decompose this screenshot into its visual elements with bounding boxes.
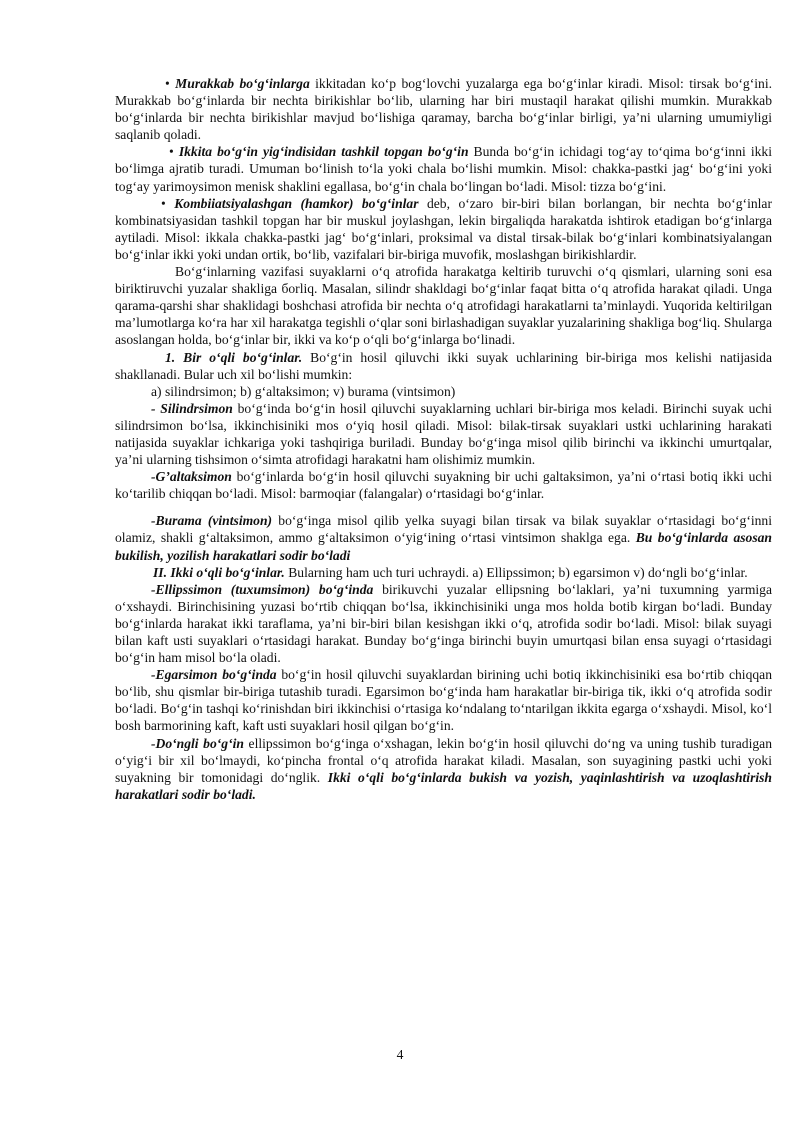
paragraph-egarsimon	[115, 666, 772, 734]
paragraph-text: bo‘g‘inlarda bo‘g‘in hosil qiluvchi suyakning bir uchi galtaksimon, ya’ni o‘rtasi botiq ikki uchi ko‘tarilib chiqqan bo‘ladi. Misol: barmoqiar (falangalar) o‘rtasidagi bo‘g‘inlar.	[115, 469, 772, 502]
paragraph-vazifasi	[115, 263, 772, 348]
term-ellipssimon: -Ellipssimon (tuxumsimon) bo‘g‘inda	[151, 581, 374, 597]
paragraph-text: bo‘g‘in hosil qiluvchi suyaklardan birining uchi botiq ikkinchisiniki esa bo‘rtib chiqqan bo‘lib, shu qismlar bir-biriga tutashib turadi. Egarsimon bo‘g‘inda ham harakatlar bir-biriga tik, ikki o‘q atrofida sodir bo‘ladi. Bo‘g‘in tashqi ko‘rinishdan biri ikkinchisi o‘rtasiga ko‘ndalang to‘ntarilgan ikkita egarga o‘xshaydi. Misol, ko‘l bosh barmorining kaft, kaft usti suyaklari hosil qilgan bo‘g‘in.	[115, 667, 772, 734]
paragraph-text: bo‘g‘inga misol qilib yelka suyagi bilan tirsak va bilak suyaklar o‘rtasidagi bo‘g‘inni olamiz, shakli g‘altaksimon, ammo g‘altaksimon o‘yig‘ining o‘rtasi vintsimon shaklga ega.	[115, 513, 772, 546]
page-content	[115, 75, 772, 803]
paragraph-silindrsimon	[115, 400, 772, 468]
paragraph-text: Bo‘g‘inlarning vazifasi suyaklarni o‘q atrofida harakatga keltirib turuvchi o‘q qismlari, ularning soni esa biriktiruvchi yuzalar shakliga бorliq. Masalan, silindr shakldagi bo‘g‘inlar faqat bitta o‘q atrofida harakat qiladi. Unga qarama-qarshi shar shaklidagi boshchasi atrofida bir nechta o‘q atrofidagi harakatlarni ta’minlaydi. Yuqorida keltirilgan ma’lumotlarga ko‘ra har xil harakatga tegishli o‘qlar soni birlashadigan suyaklar yuzalarining shakliga bog‘liq. Shularga asoslangan holda, bo‘g‘inlar bir, ikki va ko‘p o‘qli bo‘g‘inlarga bo‘linadi.	[115, 264, 772, 348]
list-types	[115, 383, 772, 400]
term-burama: -Burama (vintsimon)	[151, 513, 273, 529]
paragraph-text: birikuvchi yuzalar ellipsning bo‘laklari, ya’ni tuxumning yarmiga o‘xshaydi. Birinchisining yuzasi bo‘rtib chiqqan bo‘lsa, ikkinchisiniki unga mos holda botib kirgan bo‘ladi. Bunday bo‘g‘inlarda harakat ikki taraflama, ya’ni bir-biri bilan kesishgan ikki o‘q, atrofida sodir bo‘ladi. Misol: bilak suyagi bilan kaft usti suyaklari o‘rtasidagi harakat. Bunday bo‘g‘inga birinchi buyin umurtqasi bilan ensa suyagi o‘rtasidagi bo‘g‘in ham misol bo‘la oladi.	[115, 581, 773, 666]
term-egarsimon: -Egarsimon bo‘g‘inda	[151, 667, 277, 683]
paragraph-ikkita	[115, 143, 772, 194]
bullet-marker: •	[169, 144, 174, 160]
term-kombinatsiyalashgan: Kombiiatsiyalashgan (hamkor) bo‘g‘inlar	[174, 195, 419, 211]
paragraph-text: a) silindrsimon; b) g‘altaksimon; v) burama (vintsimon)	[151, 383, 456, 399]
paragraph-ikki-oqli	[115, 564, 772, 581]
term-silindrsimon: - Silindrsimon	[151, 400, 233, 416]
conclusion-burama: Bu bo‘g‘inlarda asosan bukilish, yozilish harakatlari sodir bo‘ladi	[115, 530, 772, 563]
paragraph-murakkab	[115, 75, 772, 143]
paragraph-text: bo‘g‘inda bo‘g‘in hosil qiluvchi suyaklarning uchlari bir-biriga mos keladi. Birinchi suyak uchi silindrsimon bo‘lsa, ikkinchisiniki mos o‘yiq hosil qiladi. Misol: bilak-tirsak suyaklari ustki uchlarining harakati natijasida suyaklar ichkariga yoki tashqiriga buriladi. Bunday bo‘g‘inga misol qilib birinchi va ikkinchi umurtqalar, ya’ni ularning tishsimon o‘simta atrofidagi harakatni ham olishimiz mumkin.	[115, 400, 772, 468]
paragraph-text: Bo‘g‘in hosil qiluvchi ikki suyak uchlarining bir-biriga mos kelishi natijasida shakllanadi. Bular uch xil bo‘lishi mumkin:	[115, 349, 772, 382]
heading-bir-oqli: 1. Bir o‘qli bo‘g‘inlar.	[165, 349, 303, 365]
paragraph-kombinatsiyalashgan	[115, 195, 772, 263]
bullet-marker: •	[165, 76, 170, 91]
page-number: 4	[396, 1047, 404, 1062]
paragraph-text: ikkitadan ko‘p bog‘lovchi yuzalarga ega bo‘g‘inlar kiradi. Misol: tirsak bo‘g‘ini. Murakkab bo‘g‘inlarda bir nechta birikishlar bo‘lib, ularning har biri mustaqil harakat qilishi mumkin. Murakkab bo‘g‘inlarda bir nechta birikishlar mavjud bo‘lishiga qaramay, barcha bo‘g‘inlar birligi, ya’ni ularning umumiyligi saqlanib qoladi.	[115, 76, 772, 143]
paragraph-bir-oqli	[115, 349, 772, 383]
paragraph-text: deb, o‘zaro bir-biri bilan borlangan, bir nechta bo‘g‘inlar kombinatsiyasidan tashkil topgan har bir muskul joylashgan, lekin birgaliqda harakatda ishtirok etadigan bo‘g‘inlarga aytiladi. Misol: ikkala chakka-pastki jag‘ bo‘g‘inlari, proksimal va distal tirsak-bilak bo‘g‘inlari kombinatsiyalangan bo‘g‘inlar ikki yoki undan ortik, bo‘lib, vazifalari bir-biriga muvofik, moslashgan birikishlardir.	[115, 195, 772, 262]
paragraph-ellipssimon	[115, 581, 772, 666]
term-dongli: -Do‘ngli bo‘g‘in	[151, 735, 244, 751]
term-murakkab: Murakkab bo‘g‘inlarga	[175, 76, 310, 91]
paragraph-burama	[115, 512, 772, 563]
paragraph-text: ellipssimon bo‘g‘inga o‘xshagan, lekin bo‘g‘in hosil qiluvchi do‘ng va uning tushib turadigan o‘yig‘i bir xil bo‘lmaydi, ko‘pincha frontal o‘q atrofida harakat kiladi. Masalan, son suyagining pastki uchi yoki suyakning bir tomonidagi do‘nglik.	[115, 735, 772, 785]
paragraph-galtaksimon	[115, 468, 772, 502]
bullet-marker: •	[161, 195, 166, 211]
paragraph-text: Bularning ham uch turi uchraydi. a) Ellipssimon; b) egarsimon v) do‘ngli bo‘g‘inlar.	[284, 564, 748, 580]
term-galtaksimon: -G’altaksimon	[151, 469, 232, 485]
paragraph-text: Bunda bo‘g‘in ichidagi tog‘ay to‘qima bo‘g‘inni ikki bo‘limga ajratib turadi. Umuman bo‘linish to‘la yoki chala bo‘lishi mumkin. Misol: chakka-pastki jag‘ bo‘g‘ini yoki tog‘ay yarimoysimon menisk shaklini egallasa, bo‘g‘in chala bo‘lingan bo‘ladi. Misol: tizza bo‘g‘ini.	[115, 144, 772, 194]
conclusion-dongli: Ikki o‘qli bo‘g‘inlarda bukish va yozish, yaqinlashtirish va uzoqlashtirish harakatlari sodir bo‘ladi.	[115, 769, 772, 802]
heading-ikki-oqli: II. Ikki o‘qli bo‘g‘inlar.	[153, 564, 285, 580]
paragraph-gap	[115, 502, 772, 512]
term-ikkita: Ikkita bo‘g‘in yig‘indisidan tashkil topgan bo‘g‘in	[178, 144, 469, 160]
paragraph-dongli	[115, 735, 772, 803]
